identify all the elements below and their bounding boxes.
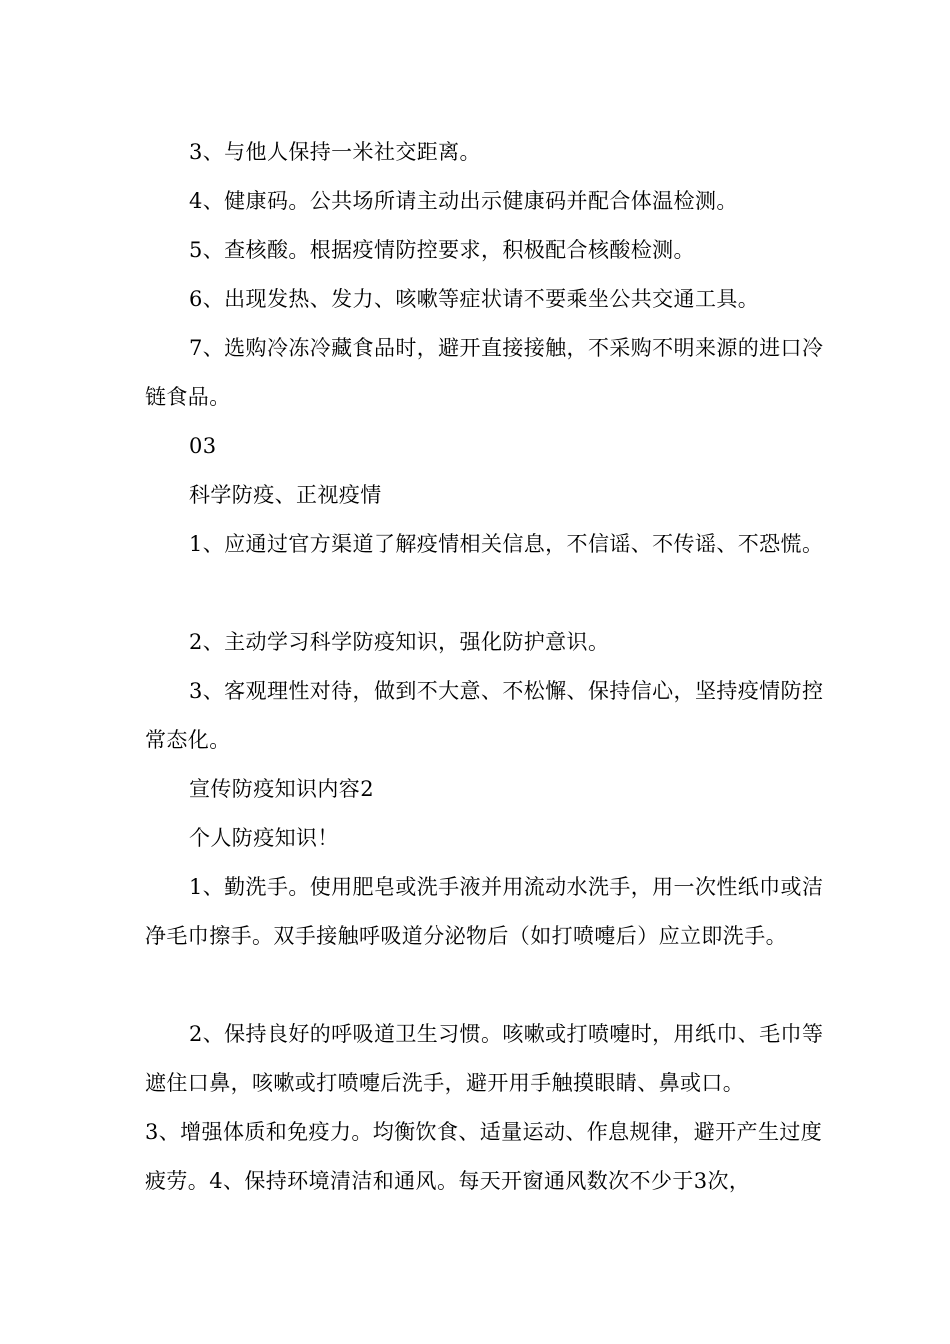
content-title: 宣传防疫知识内容2 [189,777,374,801]
paragraph-science-1: 1、应通过官方渠道了解疫情相关信息，不信谣、不传谣、不恐慌。 [189,532,824,556]
paragraph-science-3: 3、客观理性对待，做到不大意、不松懈、保持信心，坚持疫情防控常态化。 [145,679,824,752]
section-number: 03 [189,434,217,458]
paragraph-science-2: 2、主动学习科学防疫知识，强化防护意识。 [189,630,610,654]
paragraph-item-5: 5、查核酸。根据疫情防控要求，积极配合核酸检测。 [189,238,695,262]
paragraph-personal-1: 1、勤洗手。使用肥皂或洗手液并用流动水洗手，用一次性纸巾或洁净毛巾擦手。双手接触呼吸道分泌物后（如打喷嚏后）应立即洗手。 [145,875,824,948]
paragraph-personal-3: 3、增强体质和免疫力。均衡饮食、适量运动、作息规律，避开产生过度疲劳。4、保持环境清洁和通风。每天开窗通风数次不少于3次， [145,1120,823,1193]
paragraph-personal-2: 2、保持良好的呼吸道卫生习惯。咳嗽或打喷嚏时，用纸巾、毛巾等遮住口鼻，咳嗽或打喷嚏后洗手，避开用手触摸眼睛、鼻或口。 [145,1022,824,1095]
paragraph-item-3: 3、与他人保持一米社交距离。 [189,140,481,164]
paragraph-item-6: 6、出现发热、发力、咳嗽等症状请不要乘坐公共交通工具。 [189,287,760,311]
paragraph-item-4: 4、健康码。公共场所请主动出示健康码并配合体温检测。 [189,189,738,213]
paragraph-item-7: 7、选购冷冻冷藏食品时，避开直接接触，不采购不明来源的进口冷链食品。 [145,336,824,409]
subtitle: 个人防疫知识！ [189,826,339,850]
section-heading: 科学防疫、正视疫情 [189,483,382,507]
